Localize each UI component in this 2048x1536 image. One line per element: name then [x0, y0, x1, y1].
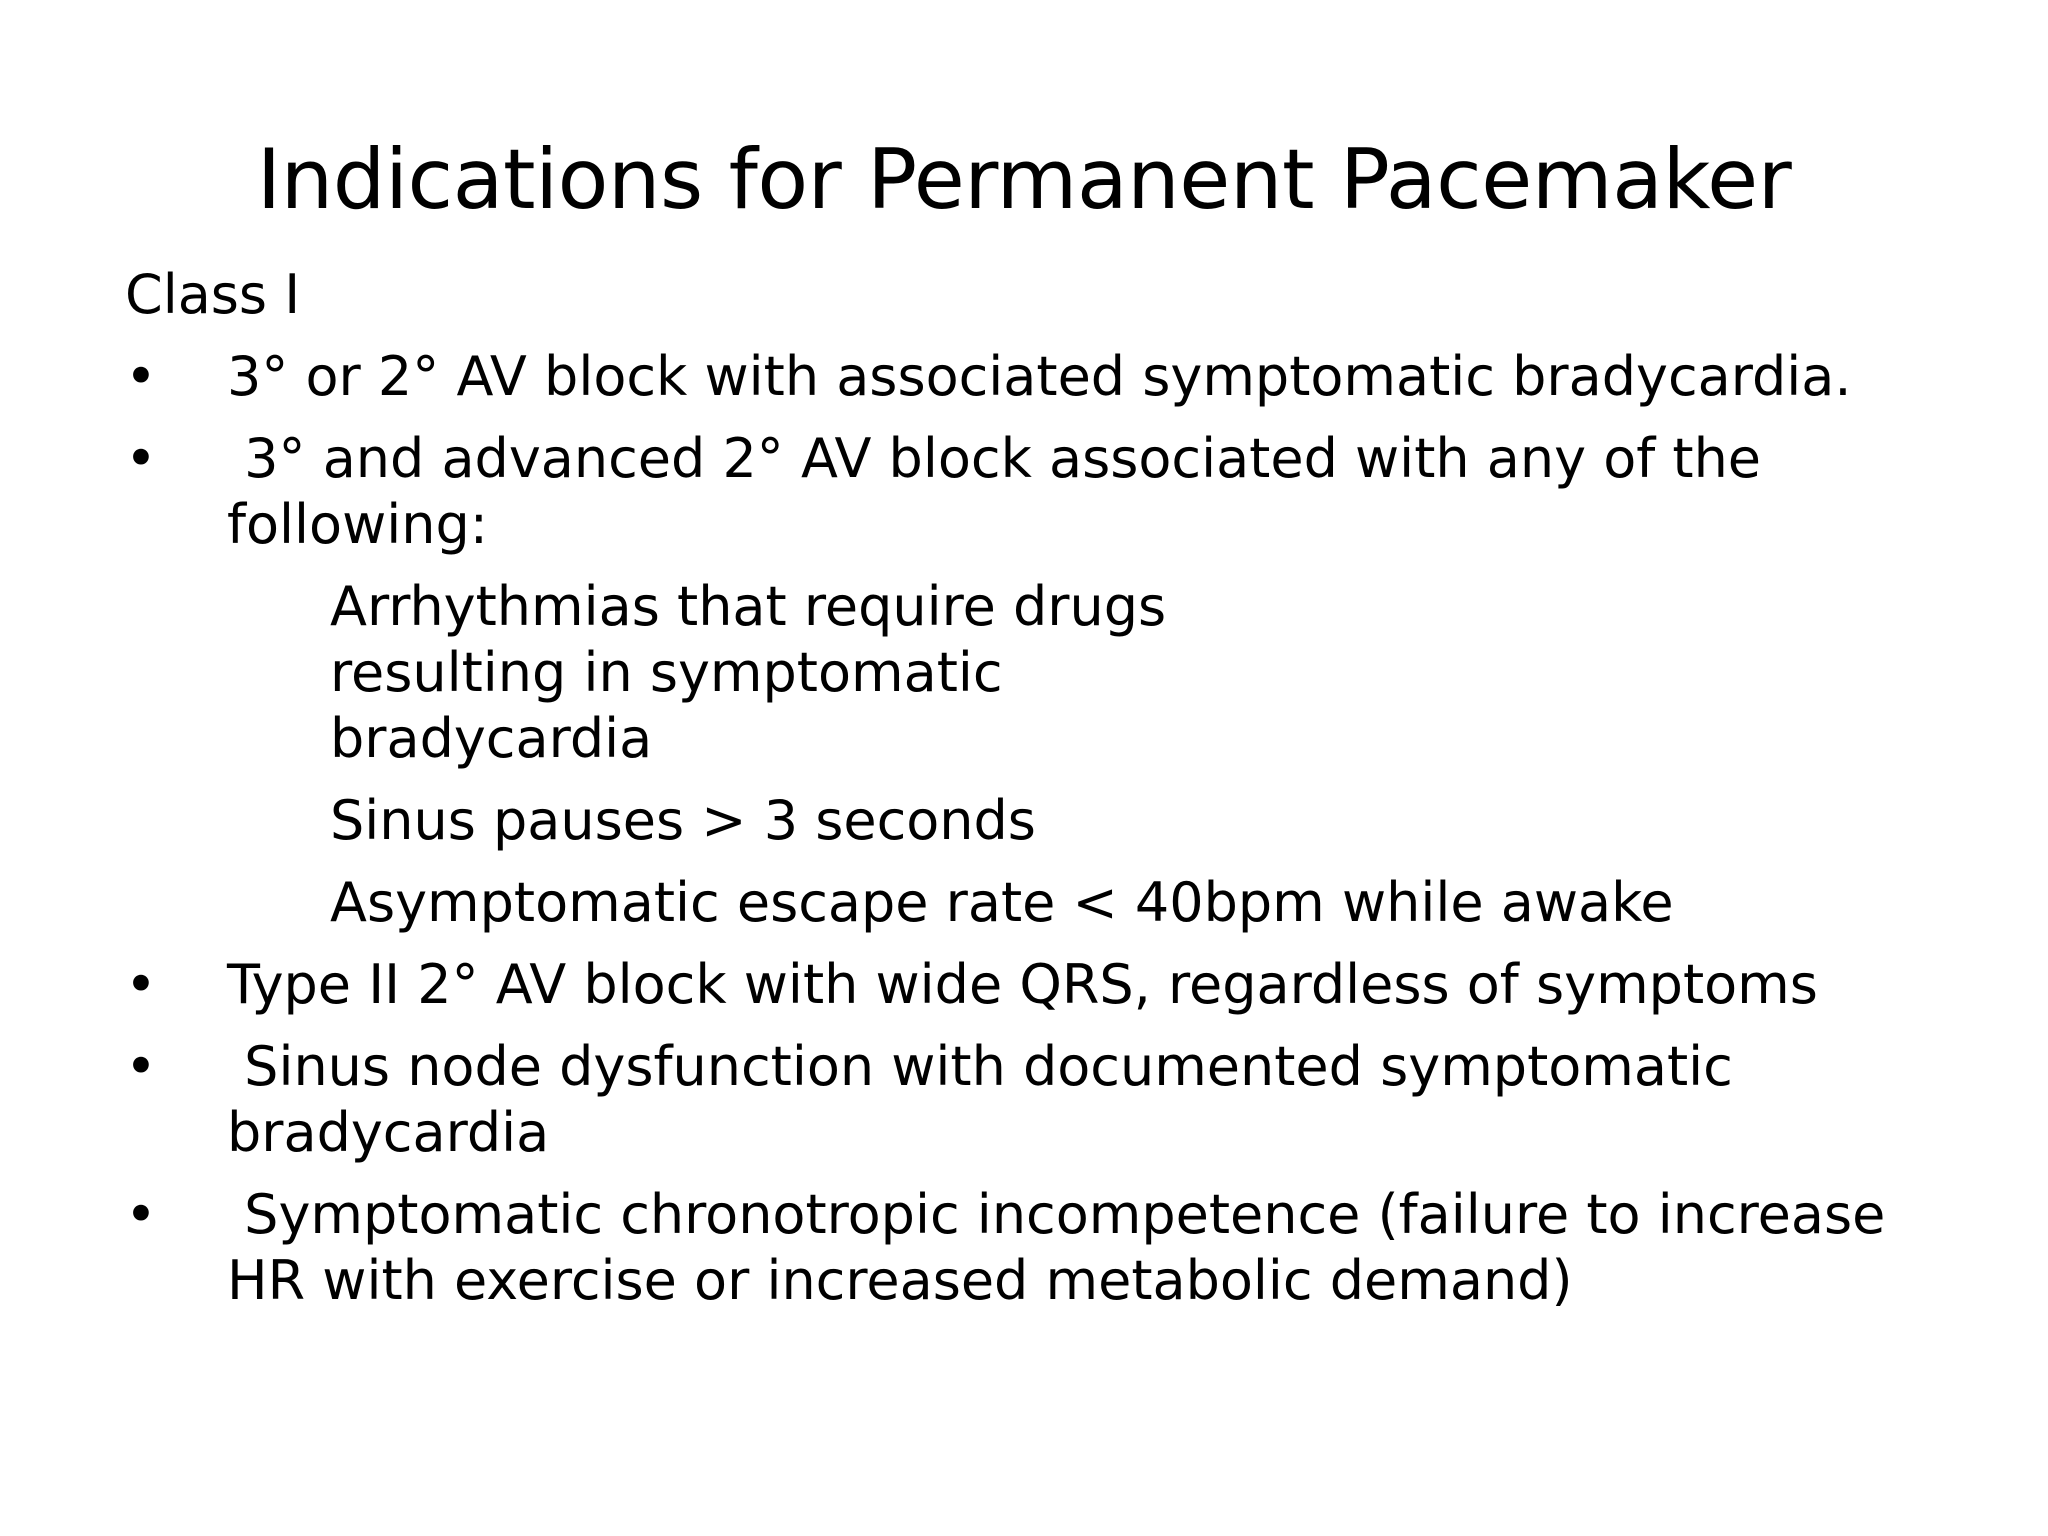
bullet-text: 3° and advanced 2° AV block associated with any of the following:	[227, 427, 1779, 556]
bullet-item	[125, 426, 1925, 558]
class-label: Class I	[125, 263, 301, 326]
bullet-icon: •	[125, 1183, 157, 1246]
sub-item: Sinus pauses > 3 seconds	[330, 789, 1036, 852]
slide-body	[125, 262, 1925, 1330]
sub-item: Arrhythmias that require drugs resulting in symptomatic bradycardia	[330, 575, 1167, 770]
bullet-icon: •	[125, 345, 157, 408]
bullet-item	[125, 952, 1925, 1018]
bullet-item	[125, 1034, 1925, 1166]
bullet-icon: •	[125, 427, 157, 490]
bullet-text: Type II 2° AV block with wide QRS, regardless of symptoms	[227, 953, 1818, 1016]
bullet-icon: •	[125, 953, 157, 1016]
bullet-text: Symptomatic chronotropic incompetence (failure to increase HR with exercise or increased metabolic demand)	[227, 1183, 1903, 1312]
bullet-text: Sinus node dysfunction with documented symptomatic bradycardia	[227, 1035, 1751, 1164]
bullet-item	[125, 1182, 1925, 1314]
bullet-item	[125, 344, 1925, 410]
sub-item: Asymptomatic escape rate < 40bpm while awake	[330, 871, 1674, 934]
bullet-text: 3° or 2° AV block with associated symptomatic bradycardia.	[227, 345, 1852, 408]
slide-title: Indications for Permanent Pacemaker	[256, 131, 1792, 228]
bullet-icon: •	[125, 1035, 157, 1098]
